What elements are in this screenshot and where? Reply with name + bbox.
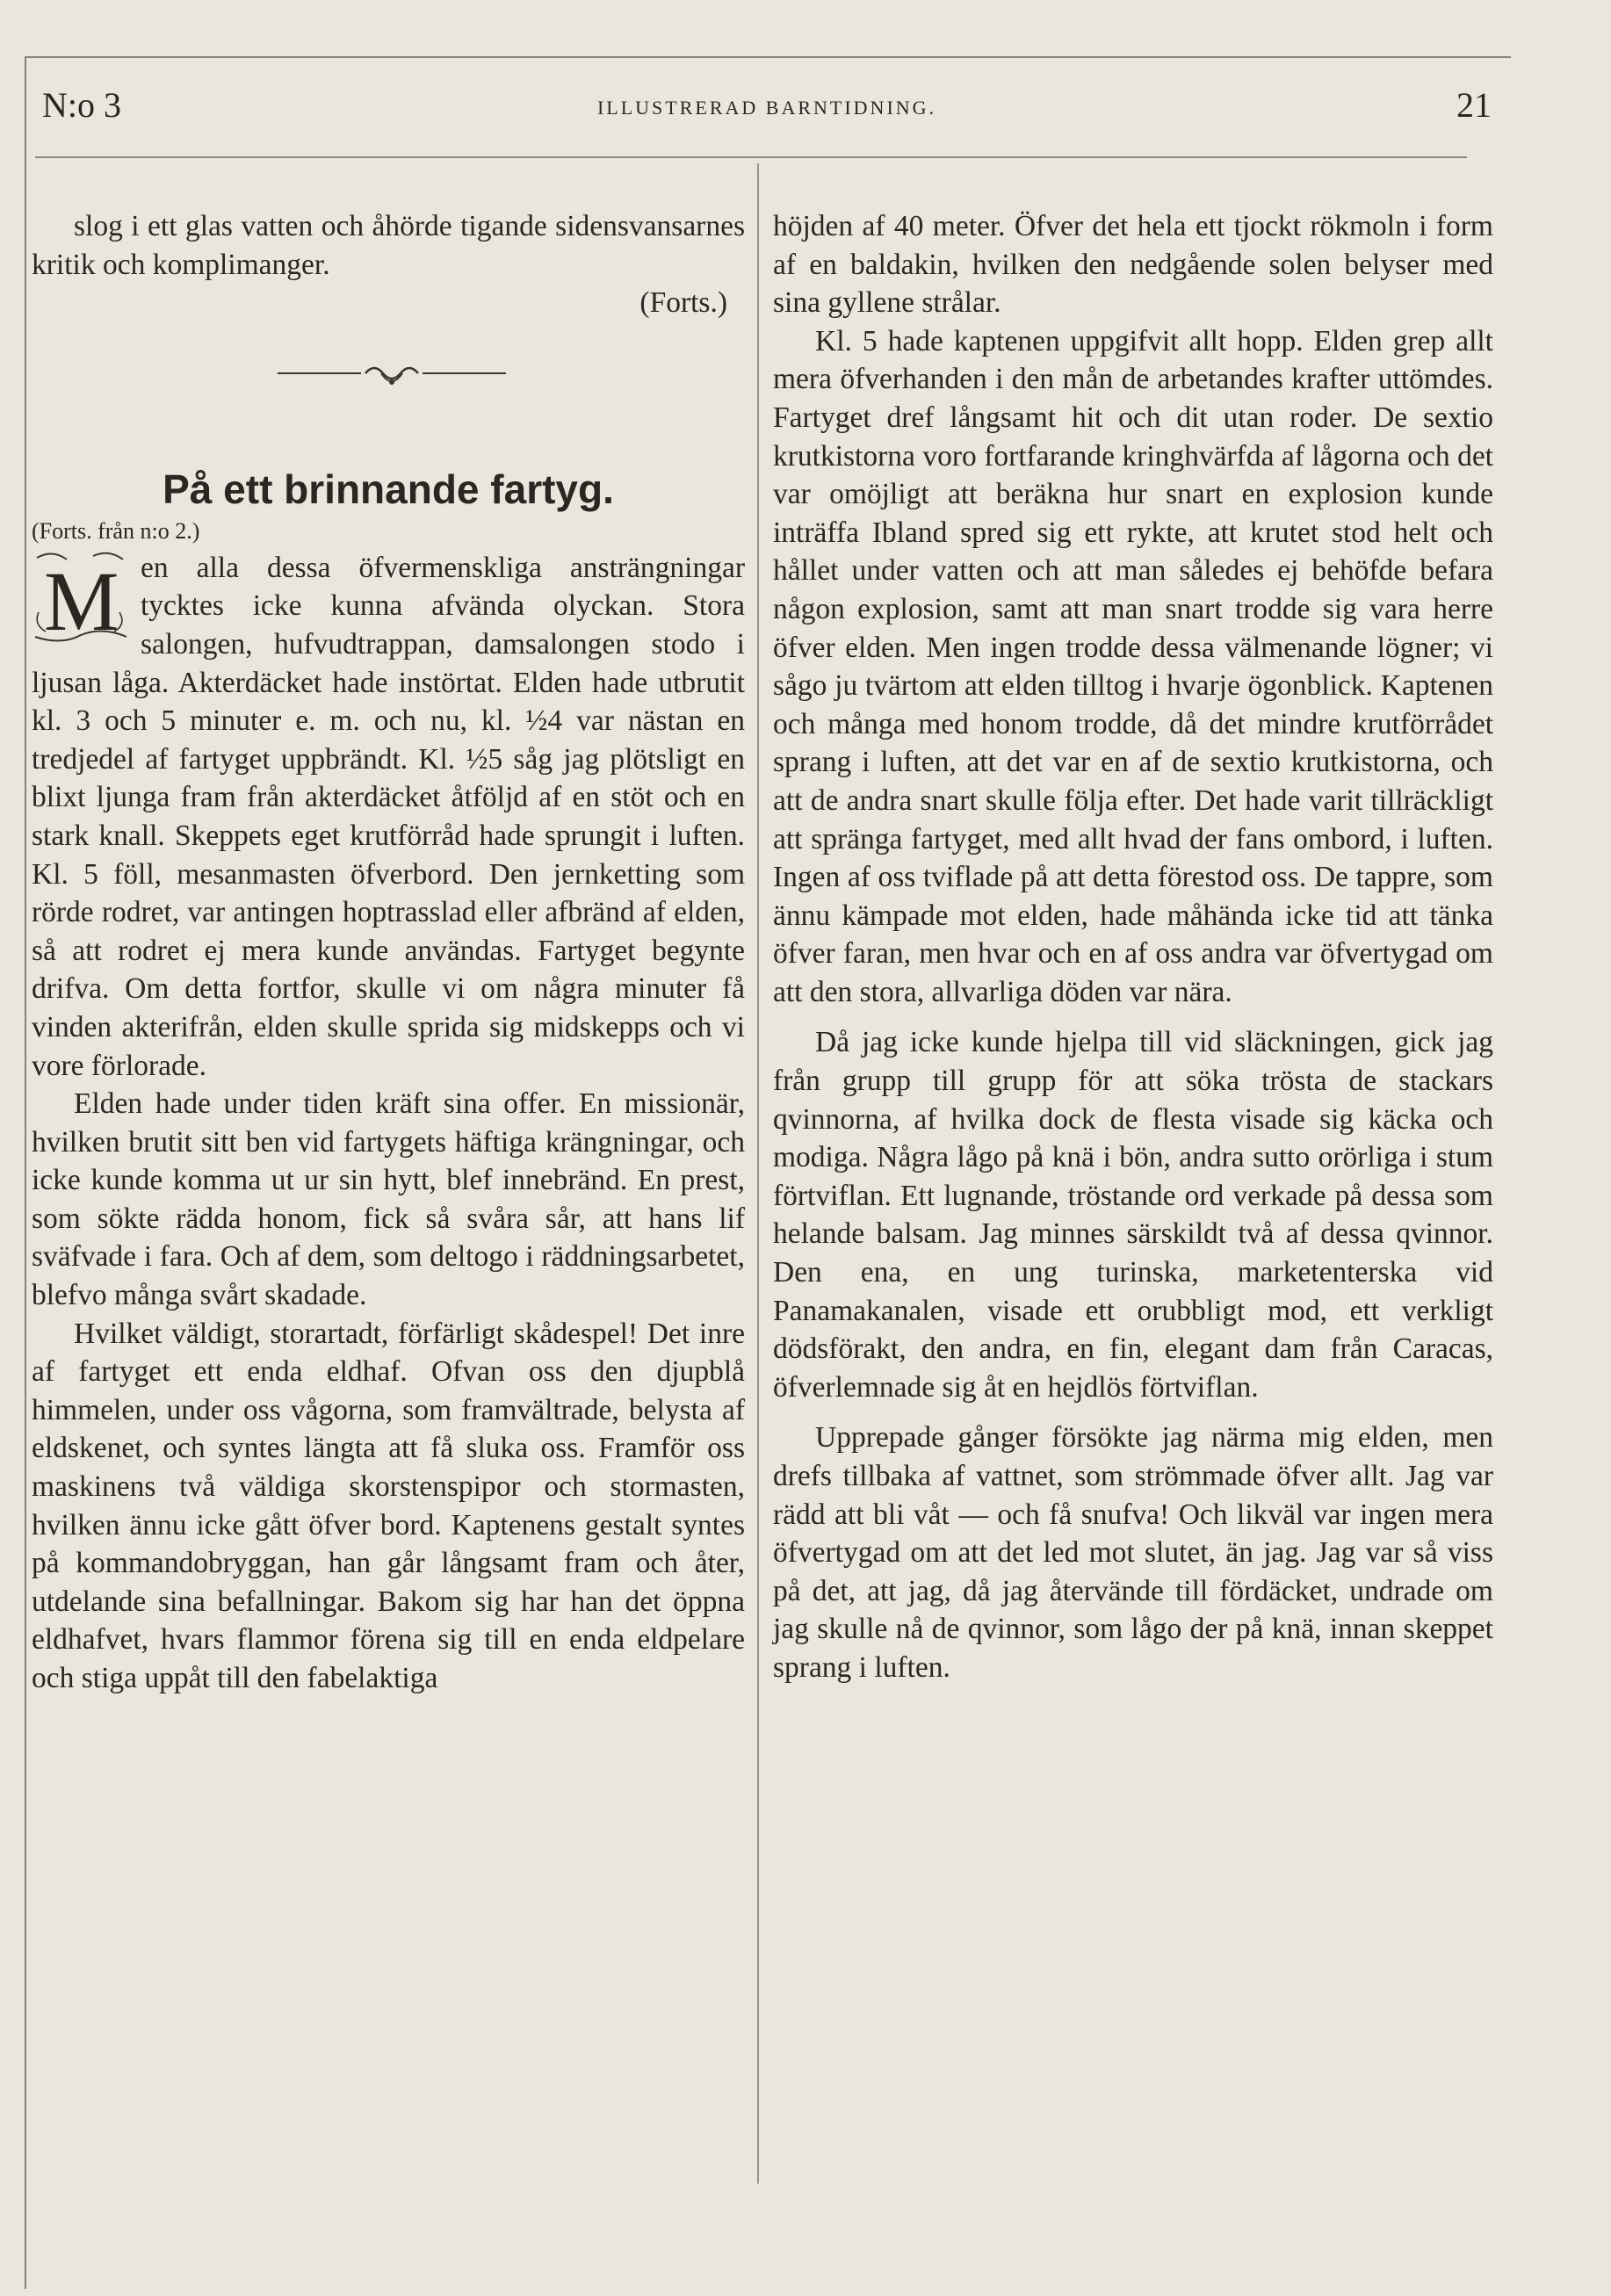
- header-rule: [35, 156, 1467, 158]
- article-subtitle: (Forts. från n:o 2.): [32, 517, 200, 544]
- body-paragraph: Kl. 5 hade kaptenen uppgifvit allt hopp. Elden grep allt mera öfverhanden i den mån de arbetandes krafter uttömdes. Fartyget dref långsamt hit och dit utan roder. De sextio krutkistorna voro fortfarande kringhvärfda af lågorna och det var omöjligt att beräkna hur snart en explosion kunde inträffa Ibland spred sig ett rykte, att krutet stod helt och hållet under vatten och att man således ej behöfde befara någon explosion, samt att man snart trodde sig vara herre öfver elden. Men ingen trodde dessa välmenande lögner; vi sågo ju tvärtom att elden tilltog i hvarje ögonblick. Kaptenen och många med honom trodde, då det mindre krutförrådet sprang i luften, att det var en af de sextio krutkistorna, och att de andra snart skulle följa efter. Det hade varit tillräckligt att spränga fartyget, med allt hvad der fans ombord, i luften. Ingen af oss tviflade på att detta förestod oss. De tappre, som ännu kämpade mot elden, hade måhända icke tid att tänka öfver faran, men hvar och en af oss andra var öfvertygad om att den stora, allvarliga döden var nära.: [773, 324, 1493, 1008]
- column-divider: [757, 163, 759, 2184]
- body-paragraph: Hvilket väldigt, storartadt, förfärligt skådespel! Det inre af fartyget ett enda eldhaf. Ofvan oss den djupblå himmelen, under oss vågorna, som framvältrade, belysta af eldskenet, och syntes längta att få sluka oss. Framför oss maskinens två väldiga skorstenspipor och stormasten, hvilken ännu icke gått öfver bord. Kaptenens gestalt syntes på kommandobryggan, han går långsamt fram och åter, utdelande sina befallningar. Bakom sig har han det öppna eldhafvet, hvars flammor förena sig till en enda eldpelare och stiga uppåt till den fabelaktiga: [32, 1317, 745, 1694]
- issue-number: N:o 3: [42, 85, 121, 125]
- continued-paragraph: slog i ett glas vatten och åhörde tigande sidensvansarnes kritik och komplimanger.: [32, 210, 745, 281]
- first-paragraph-block: [32, 549, 745, 1085]
- ornament-divider-icon: [32, 345, 745, 415]
- dropcap: [32, 551, 130, 648]
- article-title: På ett brinnande fartyg.: [163, 466, 614, 512]
- body-paragraph: Då jag icke kunde hjelpa till vid släckningen, gick jag från grupp till grupp för att söka trösta de stackars qvinnorna, af hvilka dock de flesta visade sig käcka och modiga. Några lågo på knä i bön, andra sutto orörliga i stum förtviflan. Ett lugnande, tröstande ord verkade på dessa som helande balsam. Jag minnes särskildt två af dessa qvinnor. Den ena, en ung turinska, marketenterska vid Panamakanalen, visade ett orubbligt mod, ett verkligt dödsförakt, den andra, en fin, elegant dam från Caracas, öfverlemnade sig åt en hejdlös förtviflan.: [773, 1026, 1493, 1404]
- body-paragraph: en alla dessa öfvermenskliga ansträngningar tycktes icke kunna afvända olyckan. Stora salongen, hufvudtrappan, damsalongen stodo i ljusan låga. Akterdäcket hade instörtat. Elden hade utbrutit kl. 3 och 5 minuter e. m. och nu, kl. ½4 var nästan en tredjedel af fartyget uppbrändt. Kl. ½5 såg jag plötsligt en blixt ljunga fram från akterdäcket åtföljd af en stöt och en stark knall. Skeppets eget krutförråd hade sprungit i luften. Kl. 5 föll, mesanmasten öfverbord. Den jernketting som rörde rodret, var antingen hoptrasslad eller afbränd af elden, så att rodret ej mera kunde användas. Fartyget begynte drifva. Om detta fortfor, skulle vi om några minuter få vinden akterifrån, elden skulle sprida sig midskepps och vi vore förlorade.: [32, 551, 745, 1082]
- dropcap-letter: M: [44, 553, 119, 648]
- right-column: [773, 207, 1493, 1687]
- body-paragraph: Elden hade under tiden kräft sina offer. En missionär, hvilken brutit sitt ben vid fartygets häftiga krängningar, och icke kunde komma ut ur sin hytt, blef innebränd. En prest, som sökte rädda honom, fick så svåra sår, att hans lif sväfvade i fara. Och af dem, som deltogo i räddningsarbetet, blefvo många svårt skadade.: [32, 1087, 745, 1312]
- page-number: 21: [1456, 85, 1492, 125]
- body-paragraph: Upprepade gånger försökte jag närma mig elden, men drefs tillbaka af vattnet, som strömmade öfver allt. Jag var rädd att bli våt — och få snufva! Och likväl var ingen mera öfvertygad om att det led mot slutet, än jag. Jag var så viss på det, att jag, då jag återvände till fördäcket, undrade om jag skulle nå de qvinnor, som lågo der på knä, innan skeppet sprang i luften.: [773, 1421, 1493, 1684]
- continued-marker: (Forts.): [639, 286, 727, 320]
- body-paragraph: höjden af 40 meter. Öfver det hela ett tjockt rökmoln i form af en baldakin, hvilken den nedgående solen belyser med sina gyllene strålar.: [773, 210, 1493, 320]
- page-header: [42, 84, 1492, 137]
- left-column: [32, 207, 745, 1698]
- publication-title: ILLUSTRERAD BARNTIDNING.: [596, 97, 937, 119]
